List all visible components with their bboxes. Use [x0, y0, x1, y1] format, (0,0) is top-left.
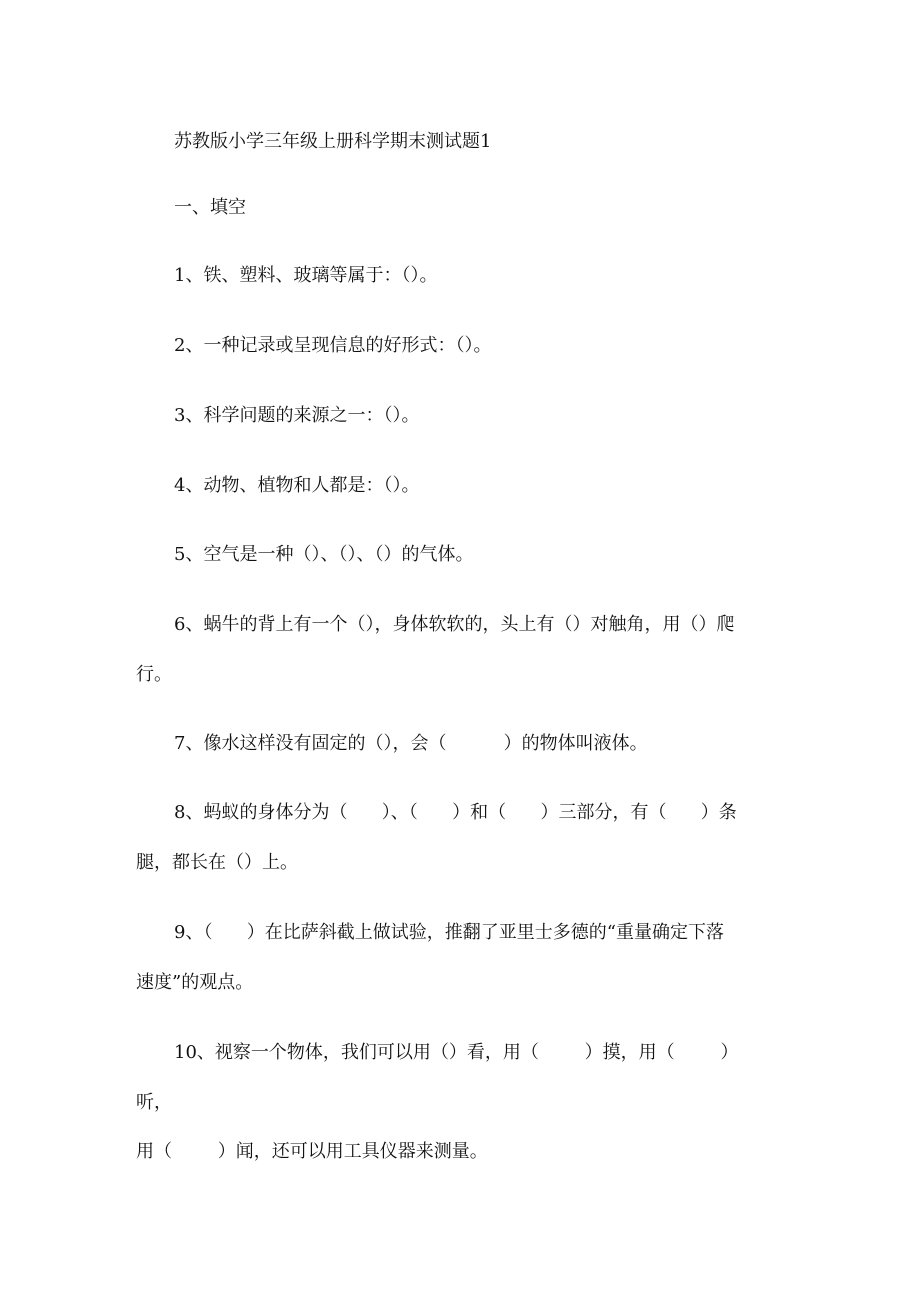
question-3-line-1: 3、科学问题的来源之一：（）。: [174, 405, 420, 426]
question-5-line-1: 5、空气是一种（）、（）、（）的气体。: [174, 544, 474, 565]
question-10-line-3: 用（ ）闻，还可以用工具仪器来测量。: [136, 1141, 488, 1162]
question-10-line-2: 听，: [136, 1092, 172, 1113]
question-10-line-1: 10、视察一个物体，我们可以用（）看，用（ ）摸，用（ ）: [174, 1042, 739, 1063]
question-6-line-2: 行。: [136, 664, 172, 685]
question-2-line-1: 2、一种记录或呈现信息的好形式：（）。: [174, 335, 492, 356]
question-7-line-1: 7、像水这样没有固定的（），会（ ）的物体叫液体。: [174, 733, 648, 754]
question-9-line-2: 速度”的观点。: [136, 972, 254, 993]
document-title: 苏教版小学三年级上册科学期末测试题1: [174, 131, 492, 152]
section-heading: 一、填空: [174, 197, 246, 218]
question-1-line-1: 1、铁、塑料、玻璃等属于：（）。: [174, 265, 438, 286]
question-8-line-2: 腿，都长在（）上。: [136, 852, 298, 873]
question-8-line-1: 8、蚂蚁的身体分为（ ）、（ ）和（ ）三部分，有（ ）条: [174, 802, 737, 823]
question-9-line-1: 9、（ ）在比萨斜截上做试验，推翻了亚里士多德的“重量确定下落: [174, 922, 724, 943]
question-4-line-1: 4、动物、植物和人都是：（）。: [174, 475, 420, 496]
question-6-line-1: 6、蜗牛的背上有一个（），身体软软的，头上有（）对触角，用（）爬: [174, 614, 735, 635]
